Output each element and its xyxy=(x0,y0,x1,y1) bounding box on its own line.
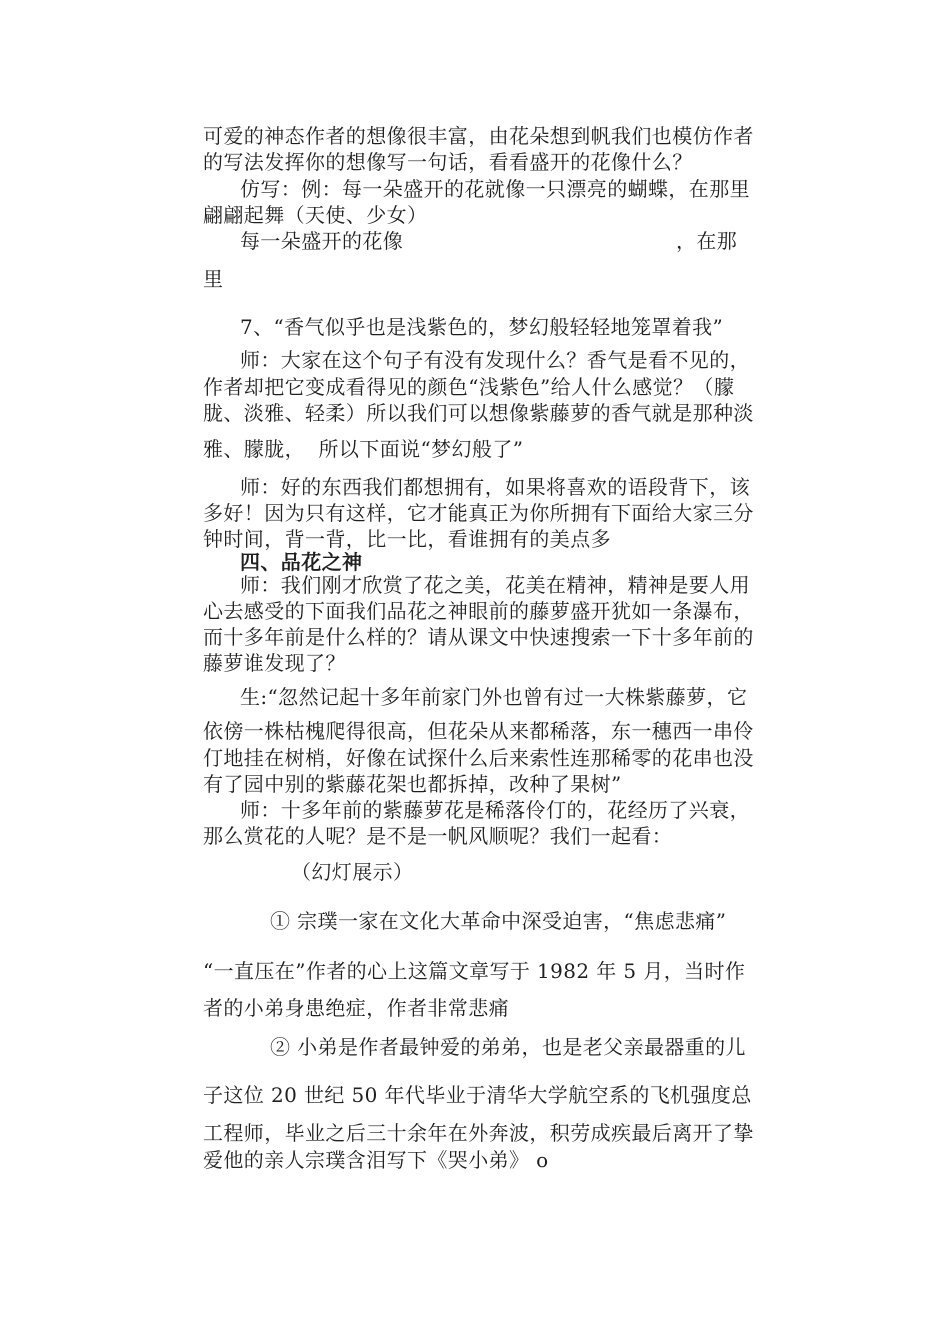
text-line: 工程师，毕业之后三十余年在外奔波，积劳成疾最后离开了挚 xyxy=(203,1121,754,1145)
text-line: 生:“忽然记起十多年前家门外也曾有过一大株紫藤萝，它 xyxy=(240,685,748,709)
text-line: 师：好的东西我们都想拥有，如果将喜欢的语段背下，该 xyxy=(240,475,750,499)
text-line: 7、“香气似乎也是浅紫色的，梦幻般轻轻地笼罩着我” xyxy=(240,315,724,339)
text-line: 师：十多年前的紫藤萝花是稀落伶仃的，花经历了兴衰， xyxy=(240,798,750,822)
text-line: 子这位 20 世纪 50 年代毕业于清华大学航空系的飞机强度总 xyxy=(203,1083,752,1107)
text-line: ② 小弟是作者最钟爱的弟弟，也是老父亲最器重的儿 xyxy=(270,1035,746,1059)
text-line: 那么赏花的人呢？是不是一帆风顺呢？我们一起看： xyxy=(203,824,673,848)
text-line: 而十多年前是什么样的？请从课文中快速搜索一下十多年前的 xyxy=(203,625,754,649)
text-line: 仃地挂在树梢，好像在试探什么后来索性连那稀零的花串也没 xyxy=(203,746,754,770)
text-line: 里 xyxy=(203,267,224,291)
text-line: 胧、淡雅、轻柔）所以我们可以想像紫藤萝的香气就是那种淡 xyxy=(203,401,754,425)
text-line: 可爱的神态作者的想像很丰富，由花朵想到帆我们也模仿作者 xyxy=(203,124,754,148)
text-line: 心去感受的下面我们品花之神眼前的藤萝盛开犹如一条瀑布， xyxy=(203,599,754,623)
text-line: 仿写：例：每一朵盛开的花就像一只漂亮的蝴蝶，在那里 xyxy=(240,177,750,201)
text-line: 的写法发挥你的想像写一句话，看看盛开的花像什么？ xyxy=(203,150,693,174)
text-line: 师：大家在这个句子有没有发现什么？香气是看不见的， xyxy=(240,348,750,372)
text-line: 钟时间，背一背，比一比，看谁拥有的美点多 xyxy=(203,527,611,551)
text-line: 者的小弟身患绝症，作者非常悲痛 xyxy=(203,996,509,1020)
section-heading: 四、品花之神 xyxy=(240,550,363,574)
text-line: （幻灯展示） xyxy=(291,860,414,884)
text-line: 依傍一株枯槐爬得很高，但花朵从来都稀落，东一穗西一串伶 xyxy=(203,719,754,743)
text-line: 爱他的亲人宗璞含泪写下《哭小弟》 o xyxy=(203,1148,549,1172)
text-line: 每一朵盛开的花像 xyxy=(240,229,404,253)
text-line: 翩翩起舞（天使、少女） xyxy=(203,203,428,227)
text-line: 有了园中别的紫藤花架也都拆掉，改种了果树” xyxy=(203,772,622,796)
text-line: 作者却把它变成看得见的颜色“浅紫色”给人什么感觉？（朦 xyxy=(203,375,735,399)
text-line: 藤萝谁发现了？ xyxy=(203,651,346,675)
text-line: 师：我们刚才欣赏了花之美，花美在精神，精神是要人用 xyxy=(240,573,750,597)
text-line: 多好！因为只有这样，它才能真正为你所拥有下面给大家三分 xyxy=(203,501,754,525)
text-line: ，在那 xyxy=(676,229,738,253)
text-line: ① 宗璞一家在文化大革命中深受迫害，“焦虑悲痛” xyxy=(270,909,727,933)
text-line: “一直压在”作者的心上这篇文章写于 1982 年 5 月，当时作 xyxy=(203,959,746,983)
text-line: 雅、朦胧， 所以下面说“梦幻般了” xyxy=(203,437,524,461)
